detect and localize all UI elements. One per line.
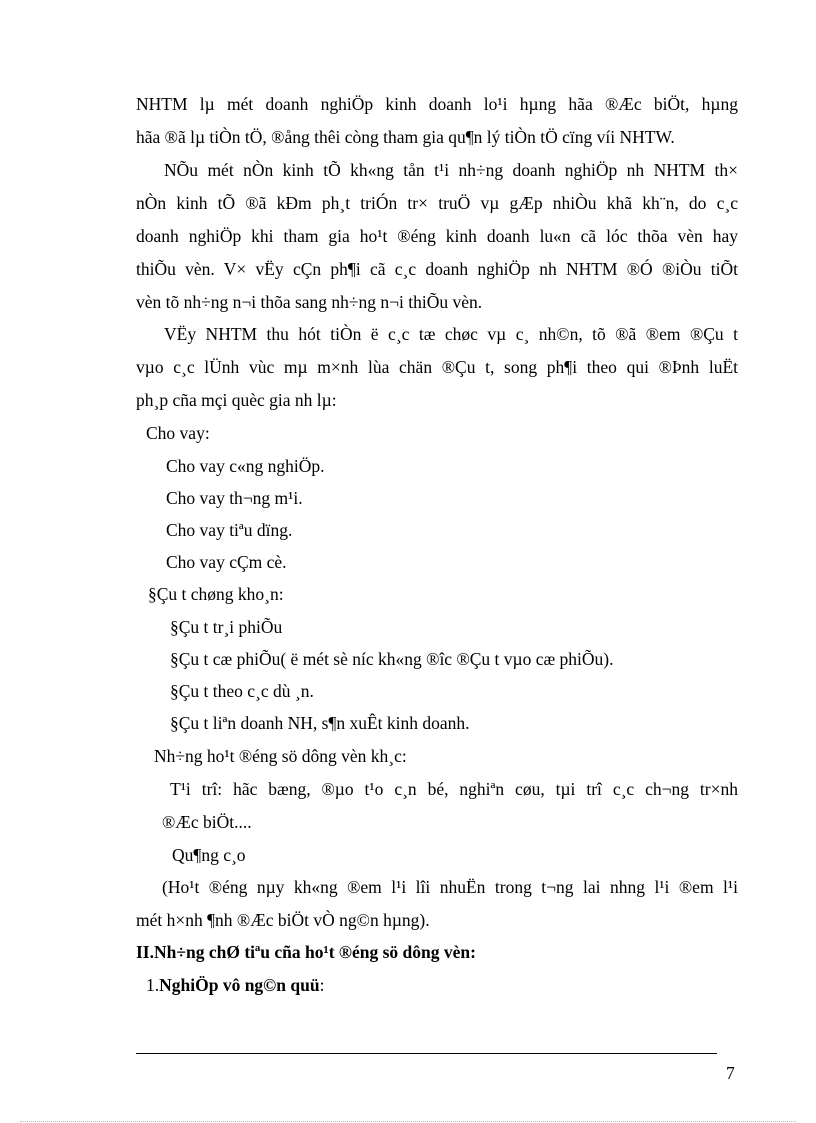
page-bottom-border — [20, 1121, 796, 1122]
footer-divider — [136, 1053, 717, 1054]
note-line-1: (Ho¹t ®éng nµy kh«ng ®em l¹i lîi nhuËn trong t¬ng lai nhng l¹i ®em l¹i — [162, 877, 738, 897]
paragraph-2-line-4: thiÕu vèn. V× vËy cÇn ph¶i cã c¸c doanh nghiÖp nh NHTM ®Ó ®iÒu tiÕt — [136, 259, 738, 279]
subsection-colon: : — [319, 975, 325, 995]
subsection-heading — [146, 975, 324, 995]
list-heading-dau-tu: §Çu t chøng kho¸n: — [148, 584, 284, 604]
paragraph-2-line-1: NÕu mét nÒn kinh tÕ kh«ng tån t¹i nh÷ng doanh nghiÖp nh NHTM th× — [164, 160, 738, 180]
list-item: §Çu t cæ phiÕu( ë mét sè níc kh«ng ®îc ®Çu t vµo cæ phiÕu). — [170, 649, 614, 669]
section-heading: II.Nh÷ng chØ tiªu cña ho¹t ®éng sö dông vèn: — [136, 942, 476, 962]
subsection-title: NghiÖp vô ng©n quü — [159, 975, 320, 995]
list-item: §Çu t tr¸i phiÕu — [170, 617, 283, 637]
page-number: 7 — [726, 1063, 735, 1083]
paragraph-1-line-2: hãa ®ã lµ tiÒn tÖ, ®ång thêi còng tham gia qu¶n lý tiÒn tÖ cïng víi NHTW. — [136, 127, 675, 147]
paragraph-2-line-2: nÒn kinh tÕ ®ã kÐm ph¸t triÓn tr× truÖ vµ gÆp nhiÒu khã kh¨n, do c¸c — [136, 193, 738, 213]
subsection-number: 1. — [146, 975, 160, 995]
list-item: T¹i trî: hãc bæng, ®µo t¹o c¸n bé, nghiªn cøu, tµi trî c¸c ch¬ng tr×nh — [170, 779, 738, 799]
list-item: Cho vay th¬ng m¹i. — [166, 488, 303, 508]
list-item-continuation: ®Æc biÖt.... — [162, 812, 252, 832]
paragraph-2-line-3: doanh nghiÖp khi tham gia ho¹t ®éng kinh doanh lu«n cã lóc thõa vèn hay — [136, 226, 738, 246]
list-item: Cho vay cÇm cè. — [166, 552, 287, 572]
paragraph-3-line-2: vµo c¸c lÜnh vùc mµ m×nh lùa chän ®Çu t, song ph¶i theo qui ®Þnh luËt — [136, 357, 738, 377]
paragraph-3-line-3: ph¸p cña mçi quèc gia nh lµ: — [136, 390, 337, 410]
note-line-2: mét h×nh ¶nh ®Æc biÖt vÒ ng©n hµng). — [136, 910, 430, 930]
list-item: §Çu t liªn doanh NH, s¶n xuÊt kinh doanh. — [170, 713, 470, 733]
list-item: Cho vay tiªu dïng. — [166, 520, 293, 540]
paragraph-3-line-1: VËy NHTM thu hót tiÒn ë c¸c tæ chøc vµ c¸ nh©n, tõ ®ã ®em ®Çu t — [164, 324, 738, 344]
paragraph-2-line-5: vèn tõ nh÷ng n¬i thõa sang nh÷ng n¬i thiÕu vèn. — [136, 292, 483, 312]
list-heading-hoat-dong-khac: Nh÷ng ho¹t ®éng sö dông vèn kh¸c: — [154, 746, 407, 766]
list-item: Cho vay c«ng nghiÖp. — [166, 456, 325, 476]
list-item: §Çu t theo c¸c dù ¸n. — [170, 681, 314, 701]
list-item: Qu¶ng c¸o — [172, 845, 246, 865]
list-heading-cho-vay: Cho vay: — [146, 423, 210, 443]
paragraph-1-line-1: NHTM lµ mét doanh nghiÖp kinh doanh lo¹i hµng hãa ®Æc biÖt, hµng — [136, 94, 738, 114]
